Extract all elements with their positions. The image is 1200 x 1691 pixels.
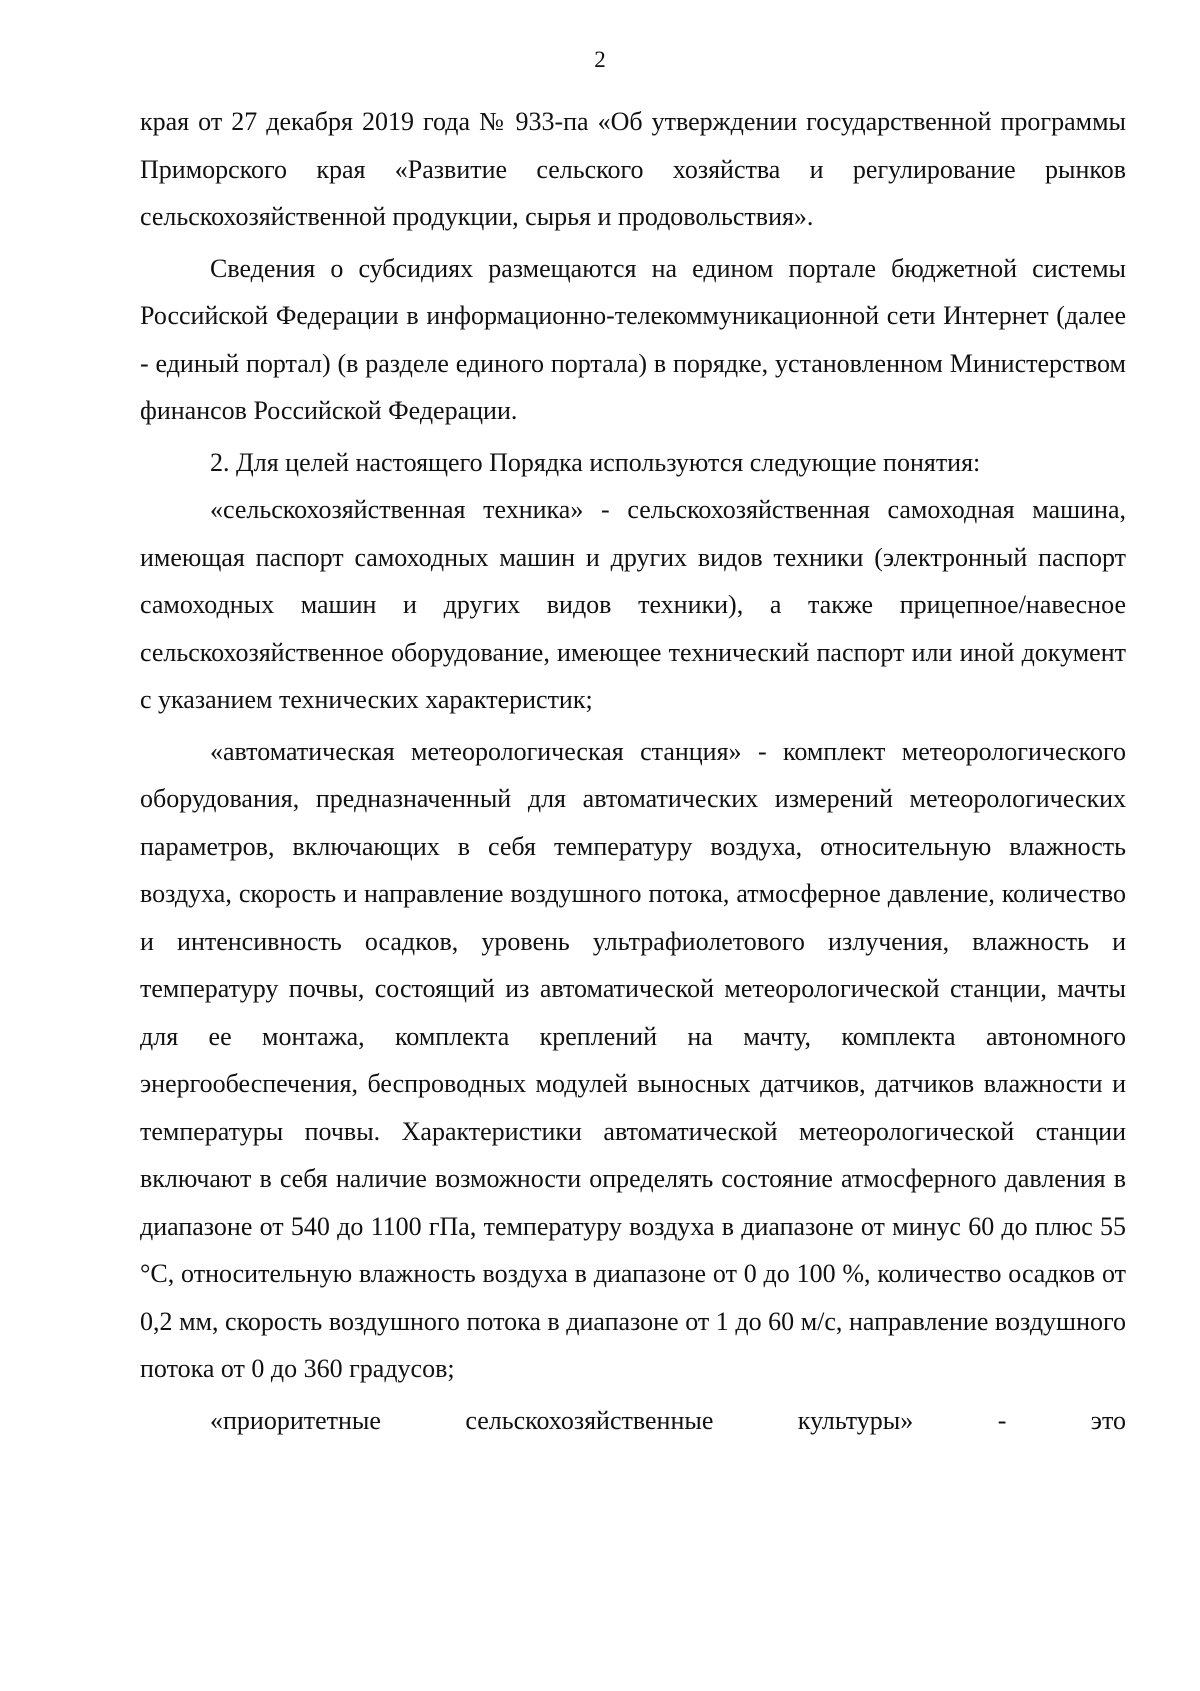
paragraph-definitions-intro: 2. Для целей настоящего Порядка используются следующие понятия: bbox=[210, 447, 981, 477]
document-body bbox=[140, 98, 1126, 1444]
paragraph-subsidy-info: Сведения о субсидиях размещаются на едином портале бюджетной системы Российской Федерации в информационно-телекоммуникационной сети Интернет (далее - единый портал) (в разделе единого портала) в порядке, установленном Министерством финансов Российской Федерации. bbox=[140, 253, 1126, 425]
page-number: 2 bbox=[594, 47, 606, 72]
paragraph-continuation: края от 27 декабря 2019 года № 933-па «Об утверждении государственной программы Приморского края «Развитие сельского хозяйства и регулирование рынков сельскохозяйственной продукции, сырья и продовольствия». bbox=[140, 107, 1126, 231]
paragraph-definition-priority-crops: «приоритетные сельскохозяйственные культуры» - это bbox=[210, 1405, 1126, 1435]
paragraph-definition-agricultural-machinery: «сельскохозяйственная техника» - сельскохозяйственная самоходная машина, имеющая паспорт самоходных машин и других видов техники (электронный паспорт самоходных машин и других видов техники), а также прицепное/навесное сельскохозяйственное оборудование, имеющее технический паспорт или иной документ с указанием технических характеристик; bbox=[140, 495, 1126, 714]
paragraph-definition-weather-station: «автоматическая метеорологическая станция» - комплект метеорологического оборудования, предназначенный для автоматических измерений метеорологических параметров, включающих в себя температуру воздуха, относительную влажность воздуха, скорость и направление воздушного потока, атмосферное давление, количество и интенсивность осадков, уровень ультрафиолетового излучения, влажность и температуру почвы, состоящий из автоматической метеорологической станции, мачты для ее монтажа, комплекта креплений на мачту, комплекта автономного энергообеспечения, беспроводных модулей выносных датчиков, датчиков влажности и температуры почвы. Характеристики автоматической метеорологической станции включают в себя наличие возможности определять состояние атмосферного давления в диапазоне от 540 до 1100 гПа, температуру воздуха в диапазоне от минус 60 до плюс 55 °C, относительную влажность воздуха в диапазоне от 0 до 100 %, количество осадков от 0,2 мм, скорость воздушного потока в диапазоне от 1 до 60 м/с, направление воздушного потока от 0 до 360 градусов; bbox=[140, 736, 1126, 1383]
